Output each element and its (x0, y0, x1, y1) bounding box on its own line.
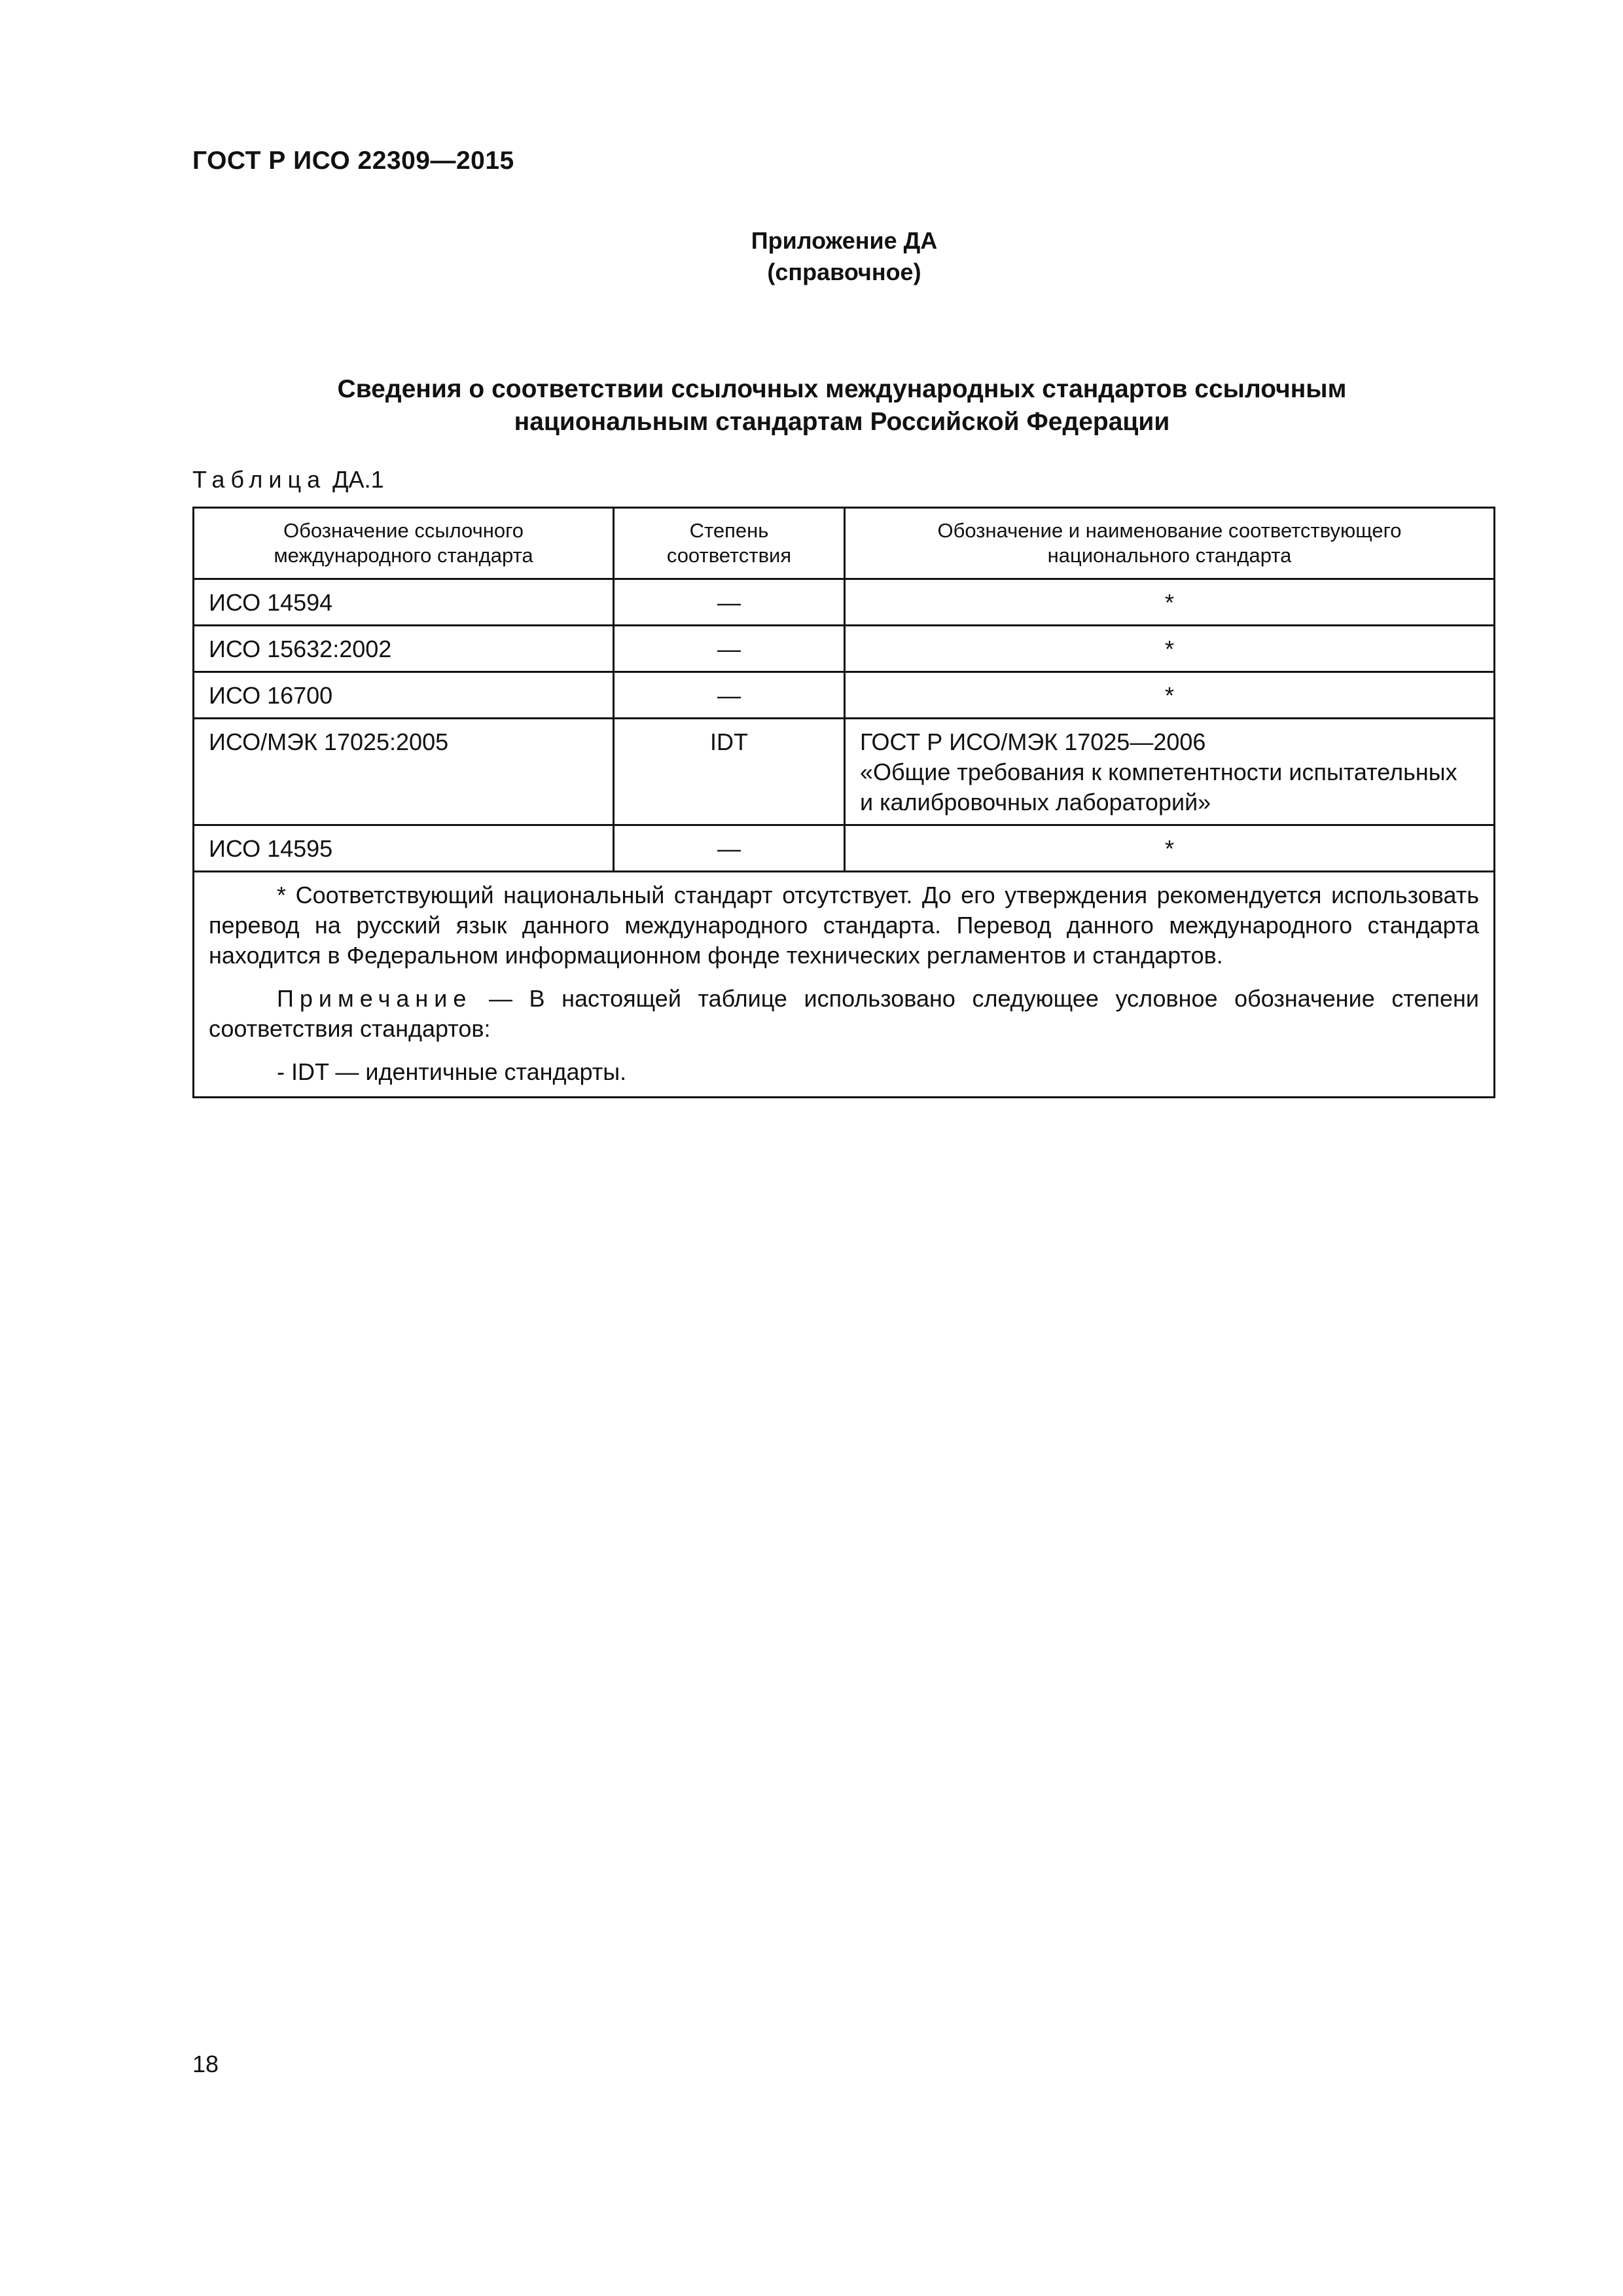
table-row (194, 626, 1495, 672)
header-degree: Степень соответствия (614, 508, 845, 579)
page-number: 18 (192, 2051, 219, 2077)
document-code: ГОСТ Р ИСО 22309—2015 (192, 147, 514, 175)
cell-national: * (845, 579, 1495, 626)
cell-standard: ИСО 16700 (194, 672, 614, 719)
table-label-number: ДА.1 (332, 466, 384, 493)
section-title-line1: Сведения о соответствии ссылочных международных стандартов ссылочным (337, 375, 1347, 403)
note (209, 984, 1479, 1044)
cell-national: * (845, 672, 1495, 719)
footnote: * Соответствующий национальный стандарт отсутствует. До его утверждения рекомендуется использовать перевод на русский язык данного международного стандарта. Перевод данного международного стандарта находится в Федеральном информационном фонде технических регламентов и стандартов. (209, 882, 1479, 969)
note-text: — В настоящей таблице использовано следующее условное обозначение степени соответствия стандартов: (209, 985, 1479, 1042)
table-row (194, 719, 1495, 825)
cell-degree: — (614, 672, 845, 719)
table-notes-row (194, 872, 1495, 1098)
cell-degree: IDT (614, 719, 845, 825)
cell-national: * (845, 626, 1495, 672)
table-row (194, 579, 1495, 626)
cell-degree: — (614, 825, 845, 872)
note-label: Примечание (277, 985, 473, 1012)
table-notes (194, 872, 1495, 1098)
cell-standard: ИСО 14594 (194, 579, 614, 626)
table-label-prefix: Таблица (192, 466, 327, 493)
cell-degree: — (614, 626, 845, 672)
table-header-row (194, 508, 1495, 579)
section-title-line2: национальным стандартам Российской Федерации (514, 408, 1170, 436)
correspondence-table (192, 507, 1495, 1098)
cell-national: * (845, 825, 1495, 872)
section-title (192, 373, 1491, 439)
cell-standard: ИСО 14595 (194, 825, 614, 872)
cell-standard: ИСО 15632:2002 (194, 626, 614, 672)
cell-standard: ИСО/МЭК 17025:2005 (194, 719, 614, 825)
appendix-subtitle: (справочное) (767, 259, 921, 285)
cell-degree: — (614, 579, 845, 626)
cell-national: ГОСТ Р ИСО/МЭК 17025—2006 «Общие требования к компетентности испытательных и калибровочных лабораторий» (845, 719, 1495, 825)
appendix-heading (0, 225, 1623, 288)
header-national-standard: Обозначение и наименование соответствующего национального стандарта (845, 508, 1495, 579)
table-row (194, 672, 1495, 719)
appendix-title: Приложение ДА (751, 227, 938, 254)
table-row (194, 825, 1495, 872)
header-international-standard: Обозначение ссылочного международного стандарта (194, 508, 614, 579)
table-label (192, 466, 384, 493)
note-item: - IDT — идентичные стандарты. (277, 1058, 627, 1085)
